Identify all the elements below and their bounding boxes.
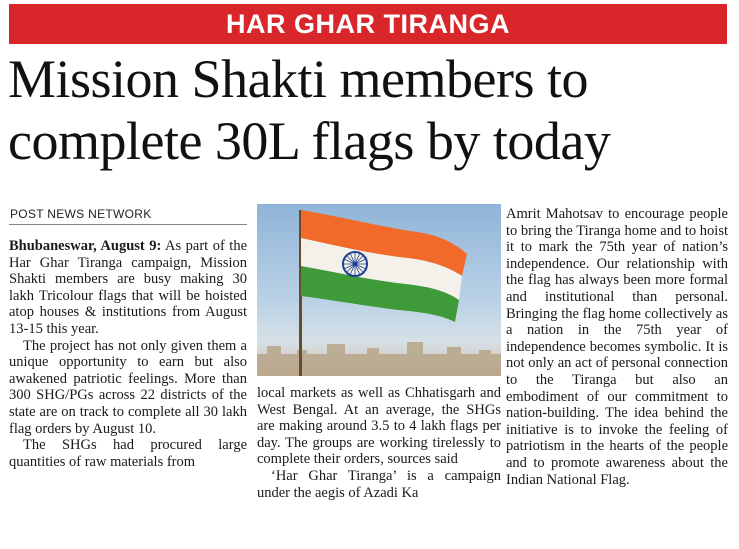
ashoka-chakra-icon: [343, 252, 367, 276]
article-column-3: [506, 206, 728, 488]
section-kicker-banner: [9, 4, 727, 44]
paragraph-1: [9, 238, 247, 338]
headline-line-1: Mission Shakti members to: [8, 49, 588, 109]
article-column-2: [257, 385, 501, 501]
flag-photo: [257, 204, 501, 376]
article-column-1: [9, 238, 247, 470]
indian-flag-image: [257, 204, 501, 376]
headline: [8, 48, 733, 172]
dateline: Bhubaneswar, August 9:: [9, 238, 162, 254]
section-kicker-label: HAR GHAR TIRANGA: [226, 8, 510, 39]
byline-rule: [9, 224, 247, 225]
paragraph-2: The project has not only given them a unique opportunity to earn but also awakened patriotic feelings. More than 300 SHG/PGs across 22 districts of the state are on track to complete all 30 lakh flag orders by August 10.: [9, 337, 247, 437]
paragraph-3: The SHGs had procured large quantities of raw materials from: [9, 437, 247, 470]
paragraph-1-text: As part of the Har Ghar Tiranga campaign, Mission Shakti members are busy making 30 lakh Tricolour flags that will be hoisted atop houses & institutions from August 13-15 this year.: [9, 238, 247, 337]
paragraph-5: ‘Har Ghar Tiranga’ is a campaign under the aegis of Azadi Ka: [257, 467, 501, 501]
byline: POST NEWS NETWORK: [10, 207, 152, 221]
paragraph-6: Amrit Mahotsav to encourage people to bring the Tiranga home and to hoist it to mark the 75th year of nation’s independence. Our relationship with the flag has always been more formal and institutional than personal. Bringing the flag home collectively as a nation in the 75th year of independence becomes symbolic. It is not only an act of personal connection to the Tiranga but also an embodiment of our commitment to nation-building. The idea behind the initiative is to invoke the feeling of patriotism in the hearts of the people and to promote awareness about the Indian National Flag.: [506, 206, 728, 488]
paragraph-4: local markets as well as Chhatisgarh and West Bengal. At an average, the SHGs are making around 3.5 to 4 lakh flags per day. The groups are working tirelessly to complete their orders, sources said: [257, 385, 501, 468]
headline-line-2: complete 30L flags by today: [8, 111, 611, 171]
